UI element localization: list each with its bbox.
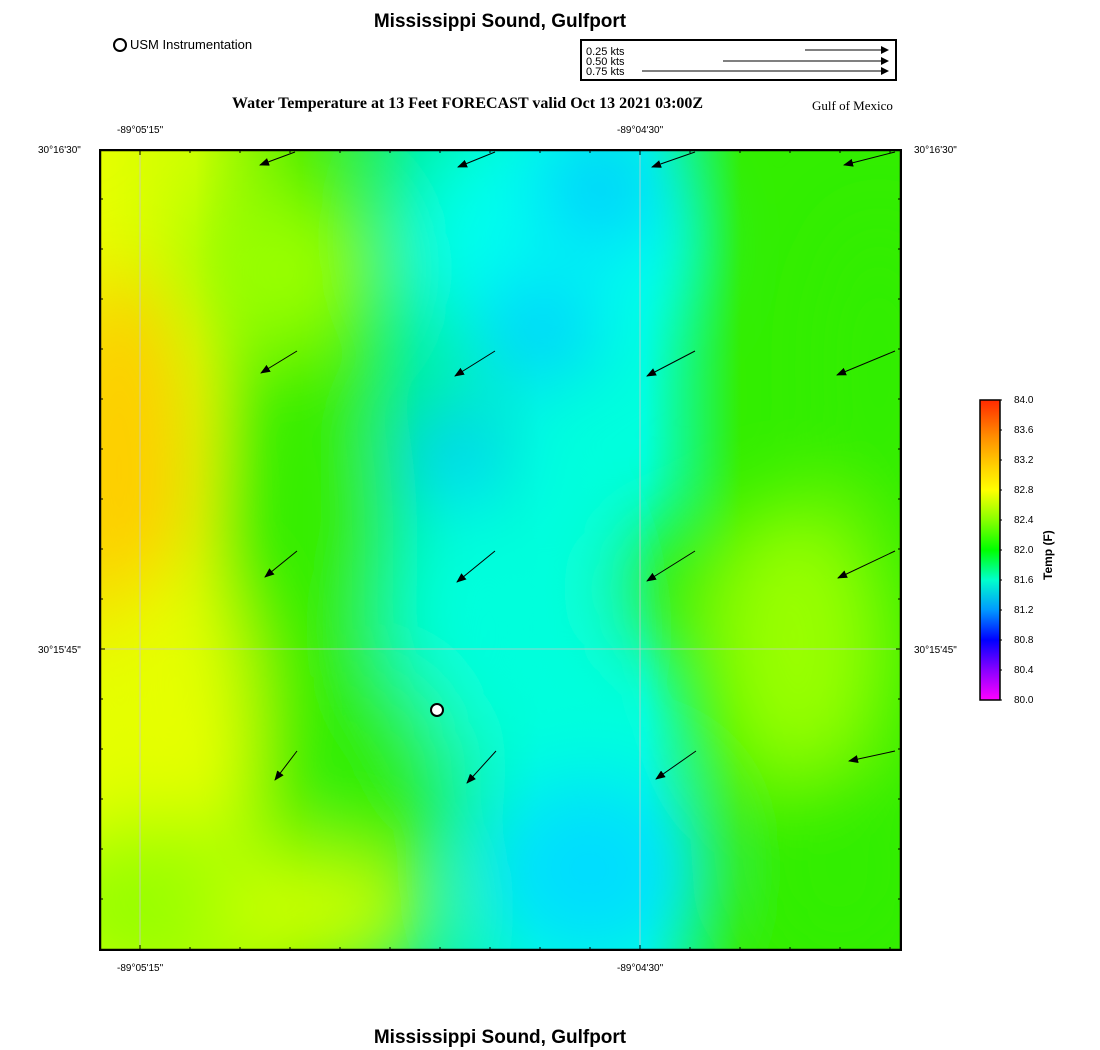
colorbar-tick-label: 84.0 <box>1014 395 1034 406</box>
lon-label-bottom-right: -89°04'30" <box>617 963 664 974</box>
vector-legend-label: 0.50 kts <box>586 56 625 68</box>
instrument-legend <box>113 37 252 52</box>
lat-label-left-bottom: 30°15'45" <box>38 645 81 656</box>
vector-legend <box>580 39 897 81</box>
usm-station-marker[interactable] <box>431 704 443 716</box>
colorbar-tick-label: 81.6 <box>1014 575 1034 586</box>
lon-label-top-left: -89°05'15" <box>117 125 164 136</box>
footer-title: Mississippi Sound, Gulfport <box>373 1027 627 1048</box>
colorbar-title: Temp (F) <box>1041 530 1055 580</box>
lat-label-right-top: 30°16'30" <box>914 145 957 156</box>
colorbar-tick-label: 82.8 <box>1014 485 1034 496</box>
colorbar-tick-label: 80.0 <box>1014 695 1034 706</box>
lat-label-right-bottom: 30°15'45" <box>914 645 957 656</box>
colorbar-tick-label: 83.6 <box>1014 425 1034 436</box>
vector-legend-label: 0.75 kts <box>586 66 625 78</box>
lat-label-left-top: 30°16'30" <box>38 145 81 156</box>
vector-legend-arrows <box>582 41 895 79</box>
lon-label-bottom-left: -89°05'15" <box>117 963 164 974</box>
colorbar-scale <box>980 400 1000 700</box>
vector-legend-label: 0.25 kts <box>586 46 625 58</box>
map-subtitle: Water Temperature at 13 Feet FORECAST valid Oct 13 2021 03:00Z <box>232 95 704 112</box>
region-label: Gulf of Mexico <box>812 98 893 113</box>
colorbar-tick-label: 80.4 <box>1014 665 1034 676</box>
instrument-legend-label: USM Instrumentation <box>130 37 253 52</box>
colorbar-tick-label: 80.8 <box>1014 635 1034 646</box>
temperature-map <box>99 149 902 951</box>
colorbar-tick-label: 82.4 <box>1014 515 1034 526</box>
lon-label-top-right: -89°04'30" <box>617 125 664 136</box>
map-title: Mississippi Sound, Gulfport <box>373 11 627 32</box>
colorbar-tick-label: 81.2 <box>1014 605 1034 616</box>
colorbar-tick-label: 82.0 <box>1014 545 1034 556</box>
temperature-colorbar <box>978 398 1002 703</box>
station-legend-icon <box>113 38 127 52</box>
colorbar-tick-label: 83.2 <box>1014 455 1034 466</box>
